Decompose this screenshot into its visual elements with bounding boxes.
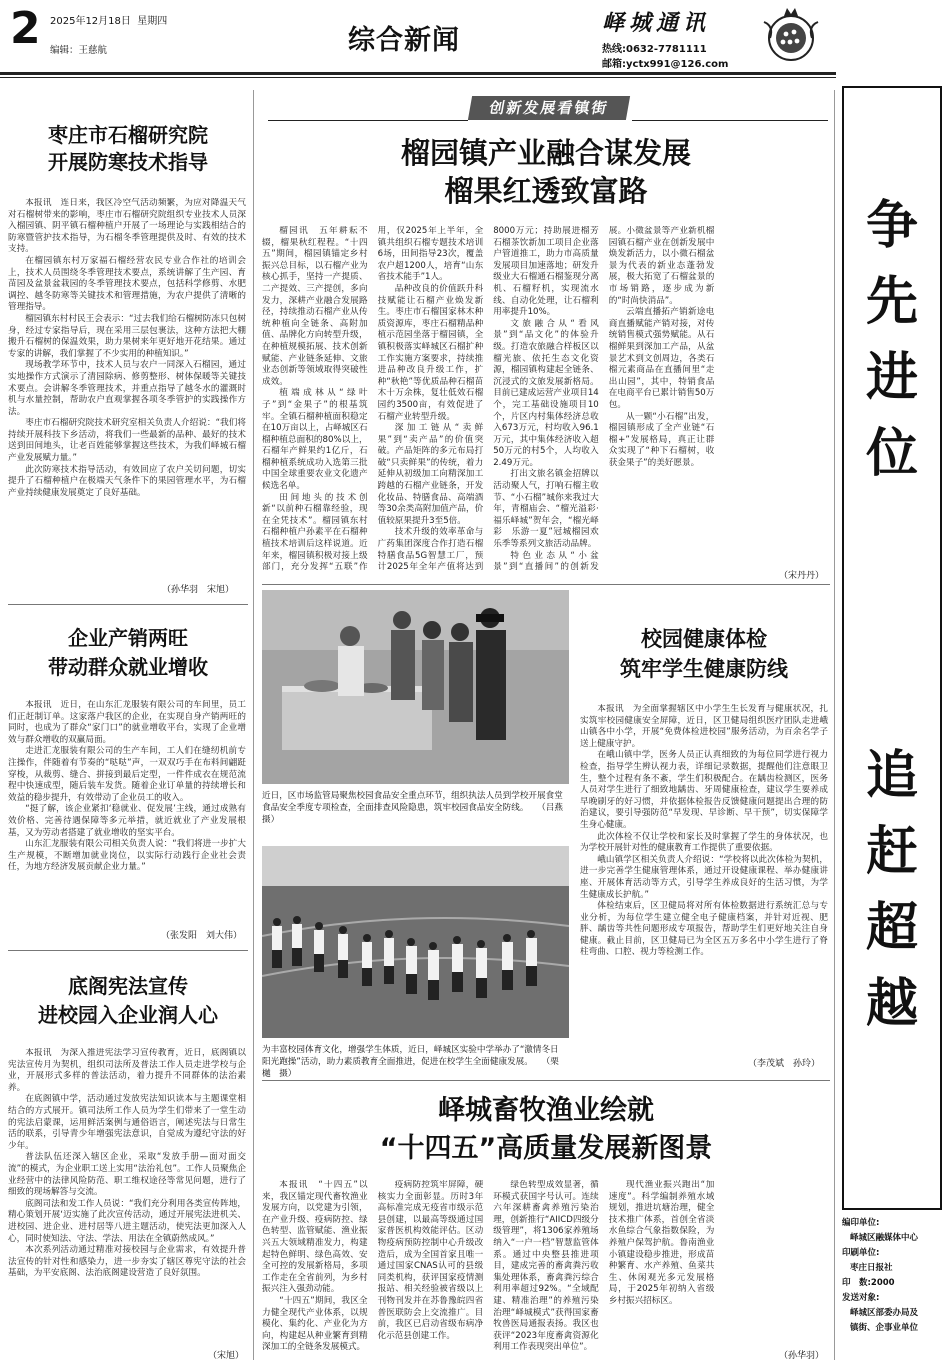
article4-paragraph: 品种改良的价值跃升科技赋能让石榴产业焕发新生。枣庄市石榴国家林木种质资源库，枣庄石榴精品种植示范园坐落于榴园镇，全镇积极落实峄城区石榴扩种工作实施方案要求，持续推进品种改良升级工作，扩种“秋艳”等优质品种石榴苗木十万余株，复壮低效石榴园约3500亩，有效促进了石榴产业转型升级。	[377, 283, 484, 422]
article4-title-line2: 榴果红透致富路	[444, 174, 648, 208]
article3-body	[8, 1048, 246, 1346]
paper-name-logo: 峄城通讯	[602, 10, 711, 36]
kitchen-scene-icon	[262, 590, 569, 784]
info-line: 峄城区融媒体中心	[850, 1233, 919, 1243]
article3-title-line1: 底阁宪法宣传	[68, 974, 188, 998]
photo2-caption-text: 为丰富校园体育文化，增强学生体质，近日，峄城区实验中学举办了“激情冬日 阳光跑操”活动，助力素质教育全面推进，促进在校学生全面健康发展。	[262, 1045, 568, 1067]
info-line: 峄城区部委办局及	[850, 1308, 919, 1318]
article5-title-line2: 筑牢学生健康防线	[620, 657, 788, 681]
article2-byline: （张发阳 刘大伟）	[160, 931, 242, 941]
article1-paragraph: 本报讯 连日来，我区冷空气活动频繁，为应对降温天气对石榴树带来的影响，枣庄市石榴研究院组织专业技术人员深入榴园镇、阴平镇石榴种植户开展了一场理论与实践相结合的防寒暨管护技术指导，为石榴冬季管理提供及时、有效的技术支持。	[8, 198, 246, 255]
slogan-bottom	[844, 738, 940, 1042]
article5-paragraph: 峨山镇学区相关负责人介绍说：“学校将以此次体检为契机，进一步完善学生健康管理体系，通过开设健康课程、举办健康讲座、开展体育活动等方式，引导学生养成良好的生活习惯，为学生健康成长护航。”	[580, 854, 828, 900]
article4-title-line1: 榴园镇产业融合谋发展	[400, 136, 691, 170]
article6-paragraph: 本报讯 “十四五”以来，我区锚定现代畜牧渔业发展方向，以党建为引领，在产业升级、疫病防控、绿色转型、监管赋能、渔业振兴五大领域精准发力，构建起特色鲜明、绿色高效、安全可控的发展新格局，多项工作走在全省前列，为乡村振兴注入强劲动能。	[262, 1180, 368, 1295]
pomegranate-emblem-icon	[756, 2, 826, 68]
article4-paragraph: 植端成林从“绿叶子”到“金果子”的根基筑牢。全镇石榴种植面积稳定在10万亩以上，占峄城区石榴种植总面积的80%以上，石榴年产鲜果约1亿斤，石榴种植系统成功入选第三批中国全球重要农业文化遗产候选名单。	[262, 388, 368, 492]
article6-title-line1: 峄城畜牧渔业绘就	[438, 1095, 654, 1126]
article5-paragraph: 此次体检不仅让学校和家长及时掌握了学生的身体状况，也为学校开展针对性的健康教育工作提供了重要依据。	[580, 831, 828, 854]
divider	[8, 950, 248, 951]
article5-byline: （李茂斌 孙玲）	[747, 1059, 820, 1069]
article6-paragraph: 疫病防控筑牢屏障，硬核实力全面彰显。历时3年高标准完成无疫省市级示范县创建，以最高等级通过国家普医机构效能评估。区动物疫病预防控制中心升级改造后，成为全国首家且唯一通过国家CNAS认可的县级同类机构，获评国家疫情测报站、相关经验被省级以上刊物刊发并在苏鲁豫皖四省普医联防会上交流推广。目前，我区已启动省级布病净化示范县创建工作。	[377, 1180, 484, 1341]
column-divider	[253, 90, 254, 1360]
article2-body	[8, 700, 246, 925]
divider	[262, 1080, 830, 1081]
article2-paragraph: “挺了解，该企业紧扣‘稳就业、促发展’主线，通过成熟有效价格、完善待遇保障等多元举措，就近就业了产业发展根基，又为劳动者搭建了就业增收的坚实平台。	[8, 804, 246, 838]
article4-paragraph: 从一颗“小石榴”出发，榴园镇形成了全产业链“石榴+”发展格局，真正让群众实现了“种下石榴树，收获金果子”的美好愿景。	[608, 411, 715, 468]
article3-paragraph: 在底阁镇中学，活动通过发放宪法知识读本与主题课堂相结合的方式展开。镇司法所工作人员为学生们带来了一堂生动的宪法启蒙课，运用鲜活案例与通俗语言，阐述宪法与日常生活的联系，引导青少年增强宪法意识，自觉成为遵纪守法的好少年。	[8, 1094, 246, 1151]
article3-paragraph: 普法队伍还深入辖区企业，采取“发放手册—面对面交流”的模式，为企业职工送上实用“法治礼包”。工作人员聚焦企业经营中的法律风险防范、职工维权途径等常见问题，进行了细致的现场解答与交流。	[8, 1152, 246, 1198]
article4-paragraph: 特色业态从“小盆景”到“直播间”的创新发展。小微盆景等产业新机榴园镇石榴产业在创新发展中焕发新活力，以小微石榴盆景为代表的新业态蓬勃发展，极大拓宽了石榴盆景的市场销路，逐步成为新的“时尚快消品”。	[493, 226, 715, 573]
article2-paragraph: 山东汇龙服装有限公司相关负责人说：“我们将进一步扩大生产规模，不断增加就业岗位，以实际行动践行企业社会责任，为地方经济发展贡献企业力量。”	[8, 839, 246, 873]
article3-paragraph: 本报讯 为深入推进宪法学习宣传教育，近日，底阁镇以宪法宣传月为契机，组织司法所及普法工作人员走进学校与企业，开展形式多样的普法活动，着力提升不同群体的法治素养。	[8, 1048, 246, 1093]
article2-paragraph: 走进汇龙服装有限公司的生产车间，工人们在缝纫机前专注操作，伴随着有节奏的“哒哒”声，一双双巧手在布料间翩跹穿梭，从裁剪、缝合、拼接到最后定型，一件件成衣在规范流程中快速成型，随后装车发货。随着企业订单量的持续增长和效益的稳步提升，有效带动了企业员工的收入。	[8, 746, 246, 803]
article5-paragraph: 本报讯 为全面掌握辖区中小学生生长发育与健康状况，扎实筑牢校园健康安全屏障，近日，区卫健局组织医疗团队走进峨山镇各中小学，开展“免费体检进校园”服务活动，为百余名学子送上健康守护。	[580, 704, 828, 749]
article4-byline: （宋丹丹）	[778, 571, 824, 581]
article1-title-line2: 开展防寒技术指导	[48, 150, 208, 174]
article1-body	[8, 198, 246, 578]
article5-title-line1: 校园健康体检	[641, 627, 767, 651]
publication-info	[842, 1216, 942, 1336]
sidebar-divider	[834, 90, 835, 1360]
article6-title-line2: “十四五”高质量发展新图景	[379, 1133, 713, 1164]
slogan-char: 赶	[865, 822, 918, 882]
slogan-char: 超	[865, 898, 918, 958]
slogan-char: 先	[865, 272, 918, 332]
school-running-event-photo	[262, 846, 569, 1038]
article2-title-line1: 企业产销两旺	[68, 626, 188, 650]
slogan-char: 越	[865, 974, 918, 1034]
article2-title-line2: 带动群众就业增收	[48, 655, 208, 679]
feature-kicker: 创新发展看镇街	[468, 96, 630, 120]
article1-paragraph: 此次防寒技术指导活动，有效回应了农户关切问题，切实提升了石榴种植户在极端天气条件下的果园管理水平，为石榴产业持续健康发展奠定了良好基础。	[8, 464, 246, 498]
article4-paragraph: 田间地头的技术创新“以前种石榴靠经验，现在全凭技术”。榴园镇东村石榴种植户孙素平在石榴种植技术培训后这样说道。近年来，榴园镇积极对接上级部门，充分发挥“五联”作用，仅2025年上半年，全镇共组织石榴专题技术培训6场，田间指导23次，覆盖农户超1200人，培育“山东省技术能手”1人。	[262, 226, 484, 573]
article6-paragraph: 现代渔业振兴跑出“加速度”。科学编制养殖水域规划，推进坑塘治理，健全技术推广体系，首创全省淡水鱼综合气象指数保险，为养殖户保驾护航。鲁南渔业小镇建设稳步推进，形成苗种繁育、水产养殖、鱼菜共生、休闲观光多元发展格局，于2025年初纳入省级乡村振兴招标区。	[608, 1180, 715, 1306]
kicker-rule-left	[268, 120, 468, 121]
slogan-char: 位	[865, 424, 918, 484]
masthead-rule-thick	[0, 72, 836, 75]
article3-paragraph: 本次系列活动通过精准对接校园与企业需求，有效提升普法宣传的针对性和感染力，进一步夯实了辖区尊宪守法的社会基础，为平安底阁、法治底阁建设营造了良好氛围。	[8, 1245, 246, 1279]
article4-paragraph: 技术升级的效率革命与广药集团深度合作打造石榴特膳食品5G智慧工厂，预计2025年全年产值将达到8000万元；持助展进榴芳石榴茶饮新加工项目企业落户管道推工，助力市高质量发展项目加速落地；研发升级业大石榴通石榴鉴现分离机、石榴籽机，实现流水线、自动化处理，让石榴利用率提升10%。	[377, 226, 599, 573]
photo2-credit: （栗樾 摄）	[262, 1057, 559, 1079]
article6-paragraph: “十四五”期间，我区全力健全现代产业体系，以规模化、集约化、产业化为方向，构建起从种业繁育到精深加工的全链条发展模式。	[262, 1295, 368, 1353]
article4-paragraph: 深加工链从“卖鲜果”到“卖产品”的价值突破。产品矩阵的多元布局打破“只卖鲜果”的传统，着力延伸从初级加工向精深加工跨越的石榴产业链条，开发化妆品、特膳食品、高端酒等30余类高附加值产品，价值较原果提升3至5倍。	[377, 423, 484, 526]
article6-title	[262, 1092, 830, 1168]
article5-paragraph: 在峨山镇中学，医务人员正认真细致的为每位同学进行视力检查，指导学生辨认视力表，详细记录数据，提醒他们注意眼卫生，整个过程有条不紊，学生们积极配合。在龋齿检测区，医务人员对学生进行了细致地龋齿、牙周健康检查，建议学生要养成早晚刷牙的好习惯，并依据体检报告反馈健康问题提出合理的防治建议，要引导强防范“早发现、早诊断、早干预”，切实保障学生身心健康。	[580, 750, 828, 830]
weekday-text: 星期四	[137, 16, 168, 27]
food-safety-inspection-photo	[262, 590, 569, 784]
divider	[262, 584, 830, 585]
editor-credit: 编辑：王慈航	[50, 45, 108, 56]
issue-date	[50, 12, 167, 27]
article3-title-line2: 进校园入企业润人心	[38, 1003, 218, 1027]
article4-title	[262, 134, 830, 210]
article1-paragraph: 在榴园镇东村万家福石榴经营农民专业合作社的培训会上，技术人员围绕冬季管理技术要点，系统讲解了生产园、育苗园及盆景盆栽园的冬季管理技术要点，包括科学修剪、水肥调控、越冬防寒等关键技术和管理措施，为农户提供了清晰的管理指导。	[8, 255, 246, 313]
slogan-char: 进	[865, 348, 918, 408]
article1-title-line1: 枣庄市石榴研究院	[48, 123, 208, 147]
slogan-top	[844, 188, 940, 492]
slogan-char: 争	[865, 196, 918, 256]
article5-body	[580, 704, 828, 1048]
slogan-char: 追	[865, 746, 918, 806]
info-line: 枣庄日报社	[850, 1263, 893, 1273]
photo1-caption	[262, 790, 572, 826]
slogan-box	[842, 86, 942, 1210]
article3-byline: （宋旭）	[207, 1351, 244, 1361]
article3-title	[8, 972, 248, 1030]
kicker-rule-right	[632, 120, 828, 121]
article6-byline: （孙华羽）	[778, 1351, 824, 1361]
info-line: 印刷单位:	[842, 1248, 880, 1258]
masthead-rule-thin	[0, 77, 836, 78]
article6-body	[262, 1180, 830, 1358]
photo1-caption-text: 近日，区市场监管局聚焦校园食品安全重点环节，组织执法人员到学校开展食堂食品安全季度专项检查，全面排查风险隐患，筑牢校园食品安全防线。	[262, 791, 563, 813]
divider	[8, 604, 248, 605]
article4-paragraph: 文旅融合从“看风景”到“品文化”的体验升级。打造农旅融合样板区以榴光旅、依托生态文化资源，榴园镇构建起全链条、沉浸式的文旅发展新格局。目前已建成运营产业项目14个，完工基础设施项目10个，片区内村集体经济总收入673万元，村均收入96.1万元，其中集体经济收入超50万元的村5个，人均收入2.49万元。	[493, 318, 599, 468]
section-title: 综合新闻	[348, 25, 460, 56]
article1-byline: （孙华羽 宋旭）	[161, 585, 234, 595]
article1-paragraph: 现场教学环节中，技术人员与农户一同深入石榴园，通过实地操作方式演示了清园除病、修剪整形、树体保暖等关键技术要点。会讲解冬季管理技术，并重点指导了越冬水的灌溉时机与水量控制，帮助农户直观掌握各项冬季管护的实践操作方法。	[8, 360, 246, 417]
article4-body	[262, 226, 830, 582]
article4-paragraph: 打出文旅名镇金招牌以活动聚人气，打响石榴主收节、“小石榴”城你来我过大年，青榴庙会、“榴光溢彩·福乐峄城”贺年会，“榴光峄彩 乐游一夏”冠城榴园欢乐季等系列文旅活动品牌。	[493, 469, 599, 550]
students-running-scene-icon	[262, 846, 569, 1038]
info-line: 编印单位:	[842, 1218, 880, 1228]
article6-paragraph: 绿色转型成效显著，循环模式获国字号认可。连续六年深耕畜禽养殖污染治理，创新推行“AIICD四级分级管理”，将1306家养殖场纳入“一户一档”智慧监管体系。通过中央整县推进项目，建成完善的畜禽粪污收集处理体系，畜禽粪污综合利用率超过92%。“全域配建、精准治理”的养殖污染治理“峄城模式”获得国家畜牧兽医局通报表扬。我区也获评“2023年度畜禽资源化利用工作表现突出单位”。	[493, 1180, 599, 1353]
article2-paragraph: 本报讯 近日，在山东汇龙服装有限公司的车间里，员工们正赶制订单。这家落户我区的企业，在实现自身产销两旺的同时，也成为了群众“家门口”的就业增收平台，实现了企业增效与群众增收的双赢局面。	[8, 700, 246, 745]
article1-paragraph: 榴园镇东村村民王会表示：“过去我们给石榴树防冻只包树身，经过专家指导后，现在采用三层包裹法，这种方法把大棚搬升石榴树的保温效果，助力果树来年更好地开花结果。通过专家的讲解，我们掌握了不少实用的种植知识。”	[8, 313, 246, 359]
article1-title	[8, 122, 248, 176]
article5-title	[578, 624, 830, 684]
article3-paragraph: 底阁司法和发工作人员说：“我们充分利用各类宣传阵地，精心策划开展‘迈实施了此次宣传活动，通过开展宪法进机关、进校园、进企业、进村居等八进主题活动，使宪法更加深入人心，同时使知法、守法、学法、用法在全镇蔚然成风。”	[8, 1198, 246, 1244]
info-line: 发送对象:	[842, 1293, 880, 1303]
info-line: 镇街、企事业单位	[850, 1323, 919, 1333]
article5-paragraph: 体检结束后，区卫健局将对所有体检数据进行系统汇总与专业分析，为每位学生建立健全电子健康档案，并针对近视、肥胖、龋齿等共性问题形成专项报告，帮助学生们更好地关注自身健康。截止目前，区卫健局已为全区五万多名中小学生进行了脊柱弯曲、口腔、视力等检测工作。	[580, 901, 828, 958]
article4-paragraph: 榴园讯 五年耕耘不辍，榴果秋红程程。“十四五”期间，榴园镇锚定乡村振兴总目标，以石榴产业为核心抓手，坚持一产提质、二产提效、三产提创，多向发力，深耕产业融合发展路径，持续推动石榴产业从传统种植向全链条、高附加值、品牌化方向转型升级，在种植规模拓展、技术创新赋能、产业链条延伸、文旅业态创新等领域取得突破性成效。	[262, 226, 368, 387]
photo2-caption	[262, 1044, 567, 1080]
article4-paragraph: 云端直播拓产销新途电商直播赋能产销对接，对传统销售模式强势赋能。从石榴鲜果到深加工产品，从盆景艺术到文创周边，各类石榴元素商品在直播间里“走出山园”，其中，特销食品在电商平台已累计销售50万包。	[608, 307, 715, 410]
page-number: 2	[10, 3, 41, 54]
info-line: 印 数:2000	[842, 1278, 895, 1288]
article2-title	[8, 624, 248, 682]
date-text: 2025年12月18日	[50, 16, 131, 27]
email: 邮箱:yctx991@126.com	[602, 59, 729, 70]
photo1-credit: （吕燕 摄）	[262, 803, 572, 825]
article1-paragraph: 枣庄市石榴研究院技术研究室相关负责人介绍说：“我们将持续开展科技下乡活动，将我们一些最新的品种、最好的技术送到田间地头，让老百姓能够掌握这些技术，为我们峄城石榴产业发展赋力量。”	[8, 418, 246, 464]
hotline: 热线:0632-7781111	[602, 44, 707, 55]
